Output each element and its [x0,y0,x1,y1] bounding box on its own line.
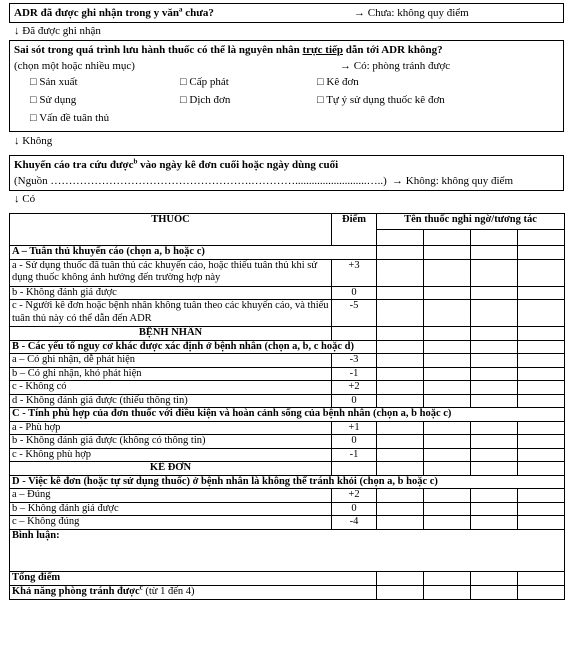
section-c-row: c - Không phù hợp [10,448,332,462]
score-cell[interactable] [377,367,424,381]
score-cell[interactable] [424,394,471,408]
score-cell[interactable] [377,448,424,462]
section-b-title: B - Các yếu tố nguy cơ khác được xác định ở bệnh nhân (chọn a, b, c hoặc d) [10,340,377,354]
question-2-instruction: (chọn một hoặc nhiều mục) [14,60,135,72]
score-value: +2 [332,489,377,503]
score-value: -4 [332,516,377,530]
question-2-text: Sai sót trong quá trình lưu hành thuốc có thể là nguyên nhân trực tiếp dẫn tới ADR không? [14,44,443,56]
score-cell[interactable] [471,516,518,530]
total-cell[interactable] [424,571,471,585]
score-cell[interactable] [471,286,518,300]
section-a-row: a - Sử dụng thuốc đã tuân thủ các khuyến cáo, hoặc thiếu tuân thủ khi sử dụng thuốc không ảnh hưởng đến trường hợp này [10,259,332,286]
comments-field[interactable] [10,529,565,571]
section-a-title: A – Tuân thủ khuyến cáo (chọn a, b hoặc c) [10,246,377,260]
score-cell[interactable] [377,259,424,286]
score-cell[interactable] [518,421,565,435]
score-value: -1 [332,367,377,381]
score-cell[interactable] [518,259,565,286]
score-cell[interactable] [471,489,518,503]
header-drug: THUỐC [10,214,332,246]
total-cell[interactable] [377,571,424,585]
preventability-cell[interactable] [377,585,424,599]
score-value: +3 [332,259,377,286]
checkbox-usage[interactable]: □ Sử dụng [30,94,77,106]
score-cell[interactable] [377,354,424,368]
question-3-text: Khuyến cáo tra cứu được$^b$ vào ngày kê đơn cuối hoặc ngày dùng cuối [14,157,339,171]
score-value: 0 [332,502,377,516]
drug-name-cell[interactable] [518,230,565,246]
score-value: -3 [332,354,377,368]
score-cell[interactable] [377,300,424,327]
score-cell[interactable] [471,448,518,462]
drug-name-cell[interactable] [377,230,424,246]
preventability-cell[interactable] [518,585,565,599]
score-cell[interactable] [518,516,565,530]
question-3-box [9,155,564,191]
score-cell[interactable] [518,367,565,381]
question-1-yes-branch: ↓ Đã được ghi nhận [14,25,101,37]
section-d-row: c – Không đúng [10,516,332,530]
section-c-row: b - Không đánh giá được (không có thông tin) [10,435,332,449]
score-cell[interactable] [424,448,471,462]
score-cell[interactable] [424,502,471,516]
score-value: 0 [332,394,377,408]
score-cell[interactable] [377,286,424,300]
section-d-row: b – Không đánh giá được [10,502,332,516]
scoring-table [9,213,565,600]
checkbox-self-medication[interactable]: □ Tự ý sử dụng thuốc kê đơn [317,94,445,106]
section-d-title: D - Việc kê đơn (hoặc tự sử dụng thuốc) ở bệnh nhân là không thể tránh khỏi (chọn a, b hoặc c) [10,475,565,489]
comments-label: Bình luận: [12,529,60,541]
section-c-row: a - Phù hợp [10,421,332,435]
score-cell[interactable] [377,502,424,516]
score-cell[interactable] [471,381,518,395]
score-value: +1 [332,421,377,435]
source-field[interactable]: (Nguồn ……………………………………………….…………..........................…..) [14,175,387,187]
score-cell[interactable] [377,394,424,408]
section-b-row: b – Có ghi nhận, khó phát hiện [10,367,332,381]
score-value: -5 [332,300,377,327]
question-1-box [9,3,564,23]
score-cell[interactable] [518,300,565,327]
total-cell[interactable] [471,571,518,585]
section-b-row: c - Không có [10,381,332,395]
score-cell[interactable] [424,300,471,327]
score-cell[interactable] [424,421,471,435]
score-cell[interactable] [518,502,565,516]
score-cell[interactable] [518,381,565,395]
score-cell[interactable] [424,381,471,395]
score-cell[interactable] [471,421,518,435]
checkbox-manufacturing[interactable]: □ Sản xuất [30,76,78,88]
score-cell[interactable] [471,502,518,516]
checkbox-compliance[interactable]: □ Vấn đề tuân thủ [30,112,110,124]
score-cell[interactable] [518,448,565,462]
question-2-no-branch: ↓ Không [14,135,53,147]
total-cell[interactable] [518,571,565,585]
section-a-row: c - Người kê đơn hoặc bệnh nhân không tuân theo các khuyến cáo, và thiếu tuân thủ này có thể dẫn đến ADR [10,300,332,327]
preventability-cell[interactable] [471,585,518,599]
score-cell[interactable] [471,354,518,368]
score-value: 0 [332,435,377,449]
score-cell[interactable] [377,421,424,435]
score-cell[interactable] [424,367,471,381]
header-score: Điểm [332,214,377,246]
score-cell[interactable] [518,435,565,449]
score-value: 0 [332,286,377,300]
score-cell[interactable] [377,435,424,449]
score-cell[interactable] [518,394,565,408]
score-value: +2 [332,381,377,395]
score-cell[interactable] [377,489,424,503]
total-score-label: Tổng điểm [10,571,377,585]
score-cell[interactable] [424,259,471,286]
group-prescription-heading: KÊ ĐƠN [10,462,332,476]
preventability-label: Khả năng phòng tránh được$^c$ (từ 1 đến 4) [10,585,377,599]
question-3-yes-branch: ↓ Có [14,193,36,205]
section-d-row: a – Đúng [10,489,332,503]
checkbox-dispensing[interactable]: □ Cấp phát [180,76,229,88]
group-patient-heading: BỆNH NHÂN [10,327,332,341]
checkbox-prescribing[interactable]: □ Kê đơn [317,76,359,88]
score-cell[interactable] [424,516,471,530]
section-a-row: b - Không đánh giá được [10,286,332,300]
drug-name-cell[interactable] [471,230,518,246]
section-b-row: d - Không đánh giá được (thiếu thông tin) [10,394,332,408]
section-c-title: C - Tính phù hợp của đơn thuốc với điều kiện và hoàn cảnh sống của bệnh nhân (chọn a, b hoặc c) [10,408,565,422]
drug-name-cell[interactable] [424,230,471,246]
question-1-no-branch: → Chưa: không quy điểm [354,7,469,19]
score-cell[interactable] [424,286,471,300]
score-cell[interactable] [471,367,518,381]
score-cell[interactable] [471,435,518,449]
score-cell[interactable] [471,300,518,327]
preventability-cell[interactable] [424,585,471,599]
score-cell[interactable] [424,435,471,449]
checkbox-prescription-translation[interactable]: □ Dịch đơn [180,94,231,106]
question-3-no-branch: → Không: không quy điểm [392,175,513,187]
question-2-box [9,40,564,132]
score-cell[interactable] [518,286,565,300]
score-cell[interactable] [424,354,471,368]
score-cell[interactable] [377,516,424,530]
question-2-yes-branch: → Có: phòng tránh được [340,60,451,72]
score-cell[interactable] [518,489,565,503]
question-1-text: ADR đã được ghi nhận trong y văn$^a$ chưa? [14,5,214,19]
score-cell[interactable] [424,489,471,503]
score-cell[interactable] [471,259,518,286]
score-cell[interactable] [518,354,565,368]
score-cell[interactable] [471,394,518,408]
score-cell[interactable] [377,381,424,395]
score-value: -1 [332,448,377,462]
section-b-row: a – Có ghi nhận, dễ phát hiện [10,354,332,368]
header-suspect-drugs: Tên thuốc nghi ngờ/tương tác [377,214,565,230]
